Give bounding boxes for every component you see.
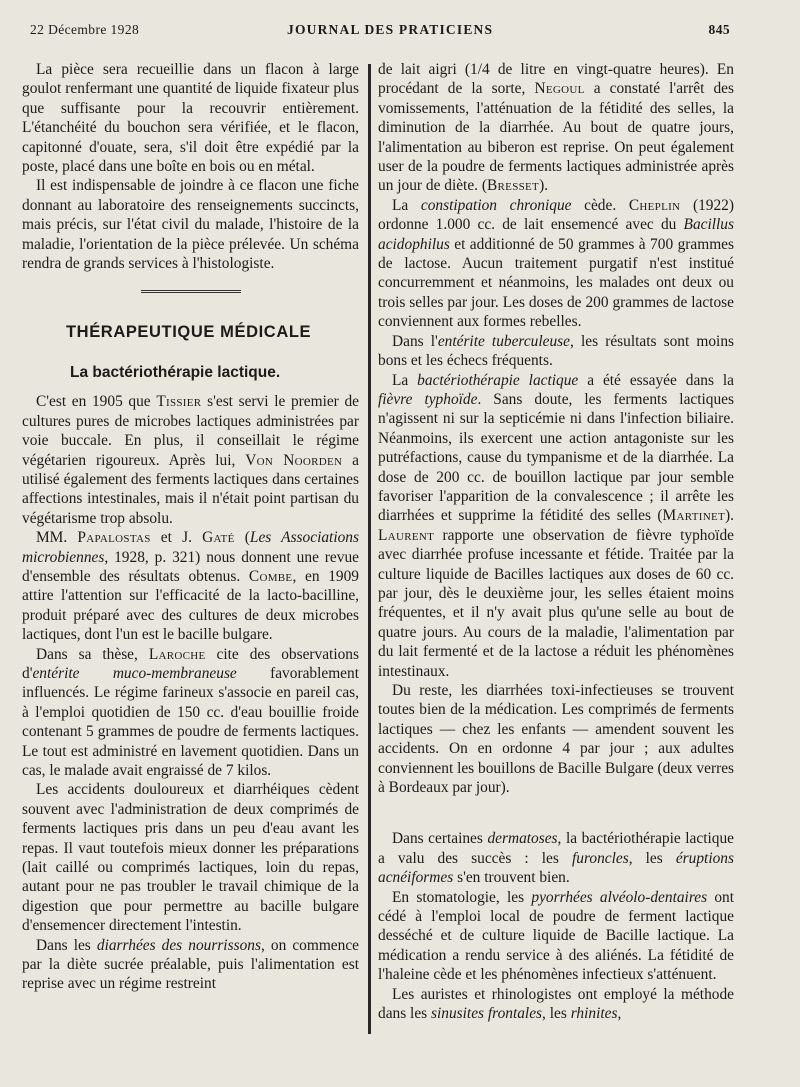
paragraph: La pièce sera recueillie dans un flacon à large goulot renfermant une quantité de liquide fixateur plus que suffisante pour la recouvrir entièrement. L'étanchéité du bouchon sera vérifiée, et le flacon, capitonné d'ouate, sera, s'il doit être expédié par la poste, placé dans une boîte en bois ou en métal. bbox=[22, 61, 359, 176]
publication-title: Les Associations microbiennes bbox=[22, 529, 359, 566]
author-name: Tissier bbox=[156, 393, 202, 411]
paragraph: de lait aigri (1/4 de litre en vingt-quatre heures). En procédant de la sorte, Negoul a constaté l'arrêt des vomissements, l'atténuation de la fétidité des selles, la diminution de la diarrhée. Au bout de quatre jours, l'alimentation au biberon est reprise. On peut également user de la poudre de ferments lactiques administrée après un jour de diète. (Bresset). bbox=[378, 61, 734, 195]
paragraph: En stomatologie, les pyorrhées alvéolo-dentaires ont cédé à l'emploi local de poudre de ferment lactique desséché et de culture liquide de Bacille lactique. La médication a rendu service à des aliénés. La fétidité de l'haleine cède et les phénomènes infectieux s'atténuent. bbox=[378, 888, 735, 984]
left-column bbox=[22, 60, 359, 994]
paragraph-gap bbox=[378, 797, 734, 829]
disease-term: fièvre typhoïde bbox=[378, 390, 478, 408]
paragraph: La constipation chronique cède. Cheplin (1922) ordonne 1.000 cc. de lait ensemencé avec du Bacillus acidophilus et additionné de 50 grammes à 700 grammes de lactose. Aucun traitement purgatif n'est institué concurremment et néanmoins, les malades ont deux ou trois selles par jour. Les doses de 200 grammes de lactose conviennent aux formes rebelles. bbox=[378, 196, 734, 331]
author-name: Laroche bbox=[148, 645, 206, 663]
header-page-number: 845 bbox=[708, 22, 730, 37]
article-title: La bactériothérapie lactique. bbox=[70, 363, 281, 381]
author-name: Combe bbox=[248, 567, 293, 585]
header-date: 22 Décembre 1928 bbox=[30, 22, 140, 37]
paragraph: C'est en 1905 que Tissier s'est servi le premier de cultures pures de microbes lactiques administrées par voie buccale. En plus, il conseillait le régime végétarien rigoureux. Après lui, Von Noorden a utilisé également des ferments lactiques dans certaines affections intestinales, mais il n'était point partisan du végétarisme trop absolu. bbox=[22, 393, 359, 527]
paragraph: Dans les diarrhées des nourrissons, on commence par la diète sucrée préalable, puis l'alimentation est reprise avec un régime restreint bbox=[22, 936, 359, 993]
paragraph: Dans certaines dermatoses, la bactériothérapie lactique a valu des succès : les furoncles, les éruptions acnéiformes s'en trouvent bien. bbox=[378, 830, 734, 887]
paragraph: Dans sa thèse, Laroche cite des observations d'entérite muco-membraneuse favorablement influencés. Le régime farineux s'associe en pareil cas, à l'emploi quotidien de 150 cc. d'eau bouillie froide contenant 5 grammes de poudre de ferments lactiques. Le tout est administré en lavement quotidien. Dans un cas, le malade avait engraissé de 7 kilos. bbox=[22, 645, 359, 779]
paragraph: Il est indispensable de joindre à ce flacon une fiche donnant au laboratoire des renseignements succincts, mais précis, sur l'état civil du malade, l'histoire de la maladie, l'orientation de la pièce prélevée. Un schéma rendra de grands services à l'histologiste. bbox=[22, 177, 359, 273]
paragraph: Du reste, les diarrhées toxi-infectieuses se trouvent toutes bien de la médication. Les comprimés de ferments lactiques — chez les enfants — amendent souvent les accidents. On en ordonne 4 par jour ; aux adultes conviennent les bouillons de Bacille Bulgare (deux verres à Bordeaux par jour). bbox=[378, 682, 735, 797]
author-name: Martinet bbox=[662, 507, 726, 525]
paragraph: Les auristes et rhinologistes ont employé la méthode dans les sinusites frontales, les rhinites, bbox=[378, 985, 734, 1023]
species-term: Bacillus acidophilus bbox=[378, 216, 734, 253]
disease-term: furoncles bbox=[571, 849, 629, 867]
author-name: Bresset bbox=[486, 177, 540, 195]
disease-term: entérite muco-membraneuse bbox=[32, 664, 237, 682]
therapy-term: bactériothérapie lactique bbox=[417, 371, 579, 389]
header-journal-title: JOURNAL DES PRATICIENS bbox=[287, 22, 494, 37]
disease-term: diarrhées des nourrissons bbox=[96, 936, 261, 954]
author-name: Laurent bbox=[378, 526, 435, 544]
section-separator bbox=[141, 290, 241, 296]
right-column bbox=[378, 60, 734, 1024]
author-name: Papalostas bbox=[77, 529, 151, 547]
paragraph: La bactériothérapie lactique a été essayée dans la fièvre typhoïde. Sans doute, les ferments lactiques n'agissent ni sur la septicémie ni dans l'infection biliaire. Néanmoins, ils exercent une action antagoniste sur les putréfactions, cause du tympanisme et de la diarrhée. La dose de 200 cc. de bouillon lactique par jour semble favoriser l'apparition de la convalescence ; il arrête les diarrhées et supprime la fétidité des selles (Martinet). Laurent rapporte une observation de fièvre typhoïde avec diarrhée profuse incessante et fétide. Traitée par la culture liquide de Bacilles lactiques aux doses de 60 cc. par jour, dès le deuxième jour, les selles étaient moins fréquentes, et il n'y avait plus qu'une selle au bout de quatre jours. Au cours de la maladie, l'alimentation par du lait fermenté et de la lactose a réduit les phénomènes intestinaux. bbox=[378, 371, 734, 680]
disease-term: entérite tuberculeuse bbox=[437, 332, 571, 350]
disease-term: éruptions acnéiformes bbox=[378, 849, 734, 887]
disease-term: pyorrhées alvéolo-dentaires bbox=[531, 888, 708, 906]
page-header bbox=[24, 22, 730, 42]
paragraph: MM. Papalostas et J. Gaté (Les Associations microbiennes, 1928, p. 321) nous donnent une revue d'ensemble des résultats obtenus. Combe, en 1909 attire l'attention sur l'efficacité de la lacto-bacilline, produit préparé avec des cultures de deux microbes lactiques, dont l'un est le bacille bulgare. bbox=[22, 529, 359, 644]
author-name: Negoul bbox=[534, 80, 585, 98]
disease-term: rhinites bbox=[570, 1005, 618, 1023]
column-rule bbox=[368, 64, 371, 1034]
author-name: Gaté bbox=[202, 529, 235, 547]
author-name: Von Noorden bbox=[245, 451, 343, 469]
paragraph: Dans l'entérite tuberculeuse, les résultats sont moins bons et les échecs fréquents. bbox=[378, 332, 735, 370]
author-name: Cheplin bbox=[628, 196, 681, 214]
section-title: THÉRAPEUTIQUE MÉDICALE bbox=[66, 323, 312, 342]
disease-term: sinusites frontales bbox=[431, 1005, 543, 1023]
disease-term: constipation chronique bbox=[420, 196, 572, 214]
paragraph: Les accidents douloureux et diarrhéiques cèdent souvent avec l'administration de deux comprimés de ferments lactiques pris dans un peu d'eau avant les repas. Il vaut toutefois mieux donner les préparations (lait caillé ou comprimés lactiques, loin du repas, autant pour ne pas troubler le travail chimique de la digestion que pour permettre au bacille bulgare d'ensemencer directement l'intestin. bbox=[22, 781, 359, 935]
disease-term: dermatoses bbox=[487, 830, 558, 848]
